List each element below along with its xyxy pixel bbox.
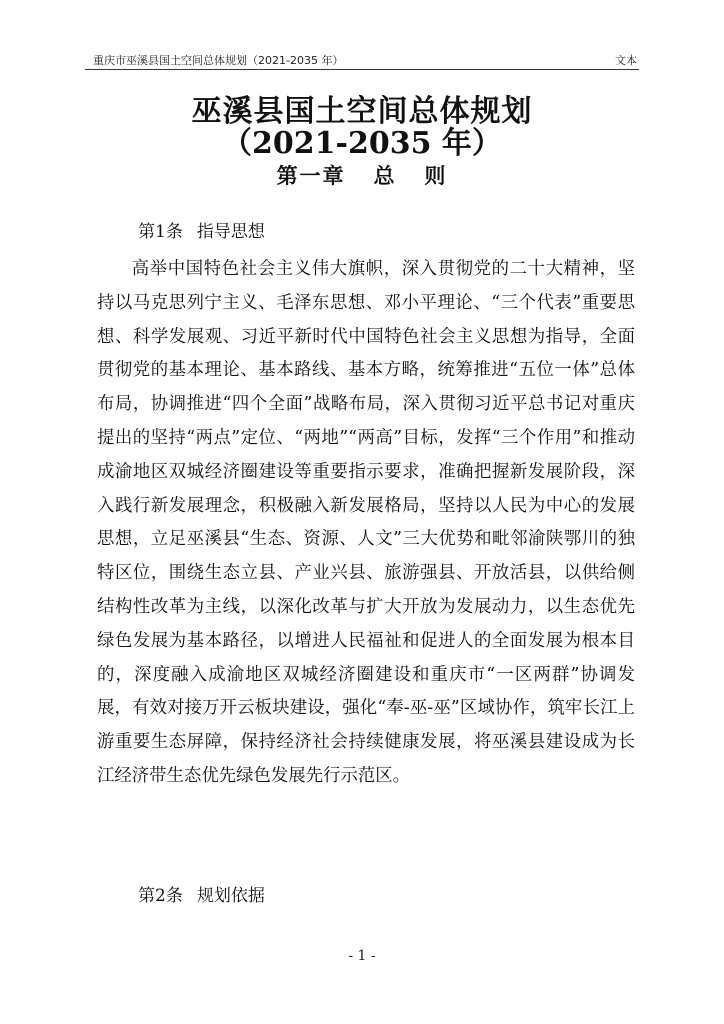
- article-1-number: 第1条: [138, 222, 183, 242]
- page-number: - 1 -: [348, 948, 376, 964]
- article-1-title: 指导思想: [196, 222, 265, 242]
- running-header: [85, 52, 639, 70]
- article-1-body: 高举中国特色社会主义伟大旗帜，深入贯彻党的二十大精神，坚持以马克思列宁主义、毛泽东思想、邓小平理论、“三个代表”重要思想、科学发展观、习近平新时代中国特色社会主义思想为指导，全面贯彻党的基本理论、基本路线、基本方略，统筹推进“五位一体”总体布局，协调推进“四个全面”战略布局，深入贯彻习近平总书记对重庆提出的坚持“两点”定位、“两地”“两高”目标，发挥“三个作用”和推动成渝地区双城经济圈建设等重要指示要求，准确把握新发展阶段，深入践行新发展理念，积极融入新发展格局，坚持以人民为中心的发展思想，立足巫溪县“生态、资源、人文”三大优势和毗邻渝陕鄂川的独特区位，围绕生态立县、产业兴县、旅游强县、开放活县，以供给侧结构性改革为主线，以深化改革与扩大开放为发展动力，以生态优先绿色发展为基本路径，以增进人民福祉和促进人的全面发展为根本目的，深度融入成渝地区双城经济圈建设和重庆市“一区两群”协调发展，有效对接万开云板块建设，强化“奉-巫-巫”区域协作，筑牢长江上游重要生态屏障，保持经济社会持续健康发展，将巫溪县建设成为长江经济带生态优先绿色发展先行示范区。: [97, 259, 635, 786]
- article-1-heading: [138, 217, 265, 242]
- header-rule: [85, 69, 639, 70]
- header-document-title: 重庆市巫溪县国土空间总体规划（2021-2035 年）: [93, 54, 344, 67]
- document-title: 巫溪县国土空间总体规划: [191, 94, 533, 129]
- article-2-number: 第2条: [138, 886, 183, 906]
- chapter-heading: 第一章 总 则: [276, 163, 448, 188]
- header-section-label: 文本: [615, 54, 637, 67]
- document-period: （2021-2035 年）: [222, 126, 502, 161]
- article-2-heading: [138, 881, 265, 906]
- article-2-title: 规划依据: [196, 886, 265, 906]
